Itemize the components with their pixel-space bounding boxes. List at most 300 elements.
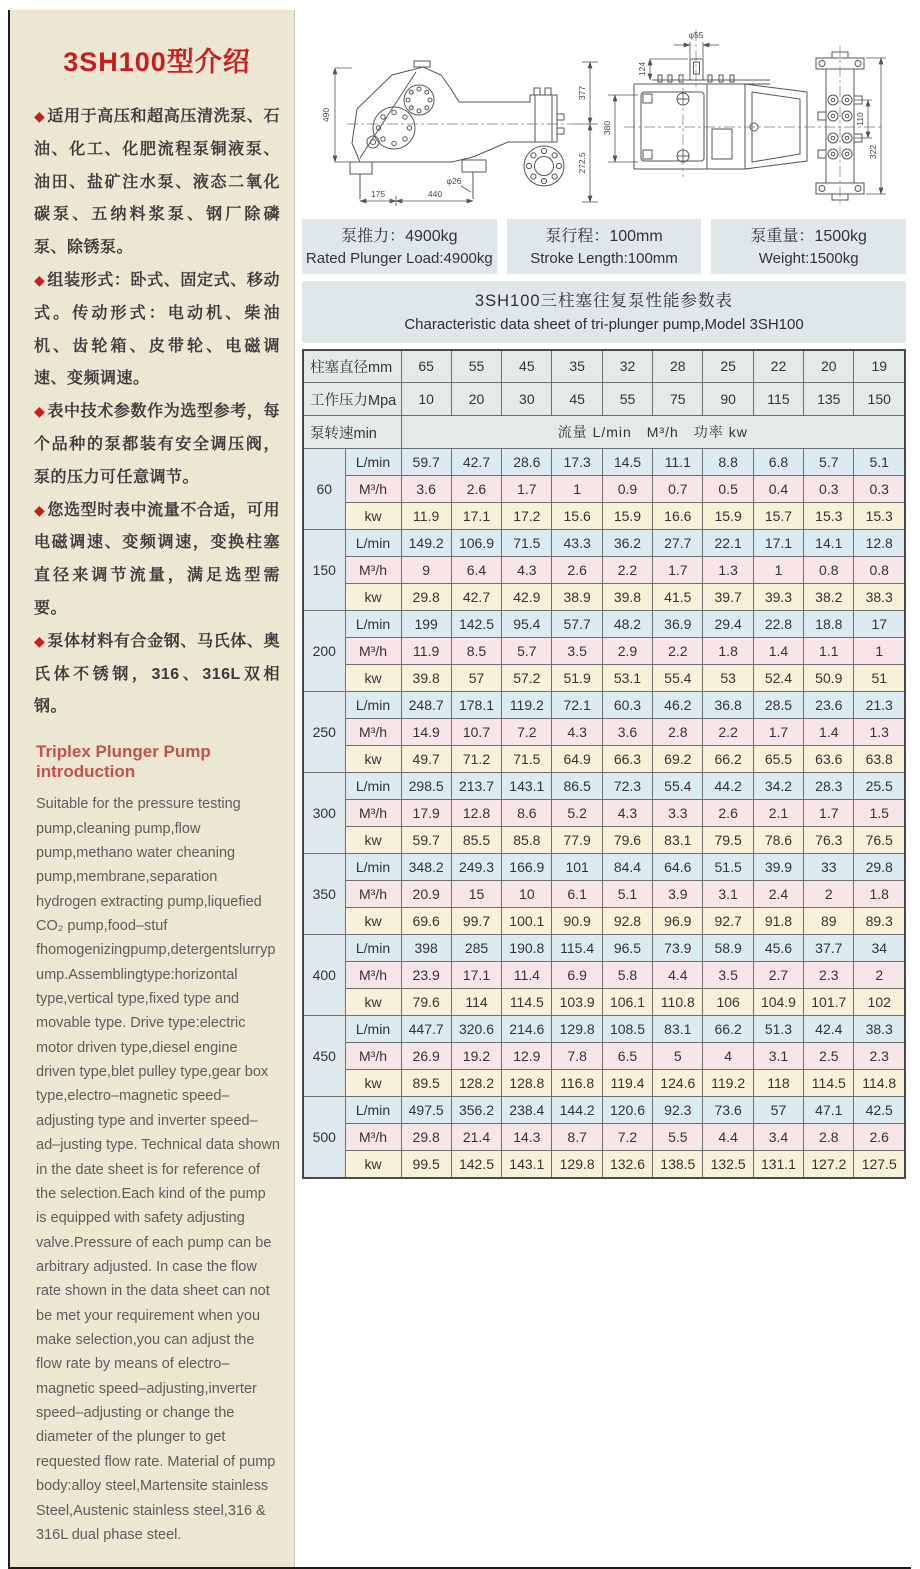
table-row <box>303 638 905 665</box>
value-cell: 5.7 <box>502 638 552 665</box>
value-cell: 15.9 <box>602 503 652 530</box>
value-cell: 132.5 <box>703 1151 753 1178</box>
value-cell: 119.2 <box>502 692 552 719</box>
value-cell: 1 <box>552 476 602 503</box>
value-cell: 2.9 <box>602 638 652 665</box>
value-cell: 114.5 <box>804 1070 854 1097</box>
value-cell: 356.2 <box>451 1097 501 1124</box>
value-cell: 106 <box>703 989 753 1016</box>
value-cell: 51 <box>854 665 905 692</box>
value-cell: 3.5 <box>703 962 753 989</box>
value-cell: 66.2 <box>703 746 753 773</box>
value-cell: 7.8 <box>552 1043 602 1070</box>
english-intro-title: Triplex Plunger Pump introduction <box>36 742 211 782</box>
plunger-diameter-header: 柱塞直径mm <box>303 350 401 383</box>
value-cell: 1.3 <box>703 557 753 584</box>
value-cell: 86.5 <box>552 773 602 800</box>
diamond-bullet-icon: ◆ <box>34 271 46 288</box>
value-cell: 104.9 <box>753 989 803 1016</box>
plunger-diameter-value: 19 <box>854 350 905 383</box>
value-cell: 76.3 <box>804 827 854 854</box>
unit-cell: L/min <box>345 449 401 476</box>
intro-bullet-material <box>34 626 280 724</box>
value-cell: 0.7 <box>653 476 703 503</box>
pump-speed-header: 泵转速min <box>303 416 401 449</box>
value-cell: 0.3 <box>854 476 905 503</box>
value-cell: 23.6 <box>804 692 854 719</box>
unit-cell: kw <box>345 584 401 611</box>
value-cell: 190.8 <box>502 935 552 962</box>
plunger-diameter-value: 32 <box>602 350 652 383</box>
value-cell: 1.4 <box>753 638 803 665</box>
value-cell: 398 <box>401 935 451 962</box>
value-cell: 7.2 <box>502 719 552 746</box>
value-cell: 348.2 <box>401 854 451 881</box>
value-cell: 60.3 <box>602 692 652 719</box>
value-cell: 100.1 <box>502 908 552 935</box>
value-cell: 38.9 <box>552 584 602 611</box>
value-cell: 84.4 <box>602 854 652 881</box>
value-cell: 57 <box>451 665 501 692</box>
page-title: 3SH100型介绍 <box>63 47 251 77</box>
table-row <box>303 665 905 692</box>
pump-dimension-drawing <box>302 12 904 208</box>
value-cell: 132.6 <box>602 1151 652 1178</box>
value-cell: 52.4 <box>753 665 803 692</box>
value-cell: 71.2 <box>451 746 501 773</box>
unit-cell: L/min <box>345 1097 401 1124</box>
value-cell: 11.9 <box>401 638 451 665</box>
value-cell: 6.9 <box>552 962 602 989</box>
spec-box-stroke-length <box>507 219 702 274</box>
value-cell: 1.3 <box>854 719 905 746</box>
value-cell: 11.1 <box>653 449 703 476</box>
value-cell: 48.2 <box>602 611 652 638</box>
value-cell: 36.2 <box>602 530 652 557</box>
dim-124-label: 124 <box>637 61 647 77</box>
value-cell: 25.5 <box>854 773 905 800</box>
value-cell: 72.1 <box>552 692 602 719</box>
working-pressure-value: 135 <box>804 383 854 416</box>
value-cell: 99.7 <box>451 908 501 935</box>
table-row <box>303 881 905 908</box>
value-cell: 19.2 <box>451 1043 501 1070</box>
value-cell: 285 <box>451 935 501 962</box>
working-pressure-value: 20 <box>451 383 501 416</box>
unit-cell: kw <box>345 746 401 773</box>
value-cell: 0.8 <box>804 557 854 584</box>
value-cell: 50.9 <box>804 665 854 692</box>
unit-cell: M³/h <box>345 800 401 827</box>
value-cell: 16.6 <box>653 503 703 530</box>
value-cell: 178.1 <box>451 692 501 719</box>
value-cell: 39.8 <box>401 665 451 692</box>
value-cell: 10.7 <box>451 719 501 746</box>
unit-cell: M³/h <box>345 962 401 989</box>
technical-drawings <box>300 12 908 210</box>
value-cell: 51.9 <box>552 665 602 692</box>
unit-cell: M³/h <box>345 638 401 665</box>
value-cell: 28.5 <box>753 692 803 719</box>
value-cell: 65.5 <box>753 746 803 773</box>
table-row <box>303 1151 905 1178</box>
value-cell: 39.9 <box>753 854 803 881</box>
value-cell: 38.3 <box>854 584 905 611</box>
unit-cell: kw <box>345 989 401 1016</box>
value-cell: 2.6 <box>552 557 602 584</box>
value-cell: 108.5 <box>602 1016 652 1043</box>
value-cell: 2.3 <box>804 962 854 989</box>
value-cell: 55.4 <box>653 665 703 692</box>
value-cell: 8.6 <box>502 800 552 827</box>
value-cell: 96.5 <box>602 935 652 962</box>
speed-cell: 450 <box>303 1016 345 1097</box>
intro-bullet-flow <box>34 495 280 626</box>
unit-cell: L/min <box>345 935 401 962</box>
table-row <box>303 611 905 638</box>
speed-cell: 250 <box>303 692 345 773</box>
value-cell: 166.9 <box>502 854 552 881</box>
table-title-zh: 3SH100三柱塞往复泵性能参数表 <box>474 292 734 311</box>
bullet-text: 适用于高压和超高压清洗泵、石油、化工、化肥流程泵铜液泵、油田、盐矿注水泵、液态二氧化碳泵、五纳料浆泵、钢厂除磷泵、除锈泵。 <box>34 108 280 257</box>
value-cell: 12.8 <box>451 800 501 827</box>
value-cell: 18.8 <box>804 611 854 638</box>
value-cell: 103.9 <box>552 989 602 1016</box>
table-row <box>303 449 905 476</box>
value-cell: 51.5 <box>703 854 753 881</box>
spec-zh: 泵重量：1500kg <box>750 228 867 245</box>
unit-cell: M³/h <box>345 557 401 584</box>
value-cell: 38.2 <box>804 584 854 611</box>
bullet-text: 组装形式：卧式、固定式、移动式。传动形式：电动机、柴油机、齿轮箱、皮带轮、电磁调速、变频调速。 <box>34 271 280 388</box>
value-cell: 8.5 <box>451 638 501 665</box>
value-cell: 4.4 <box>653 962 703 989</box>
value-cell: 114 <box>451 989 501 1016</box>
performance-table <box>302 349 906 1179</box>
value-cell: 2 <box>804 881 854 908</box>
unit-cell: M³/h <box>345 1043 401 1070</box>
value-cell: 39.3 <box>753 584 803 611</box>
value-cell: 55.4 <box>653 773 703 800</box>
working-pressure-value: 45 <box>552 383 602 416</box>
value-cell: 15.6 <box>552 503 602 530</box>
value-cell: 92.8 <box>602 908 652 935</box>
table-row <box>303 692 905 719</box>
value-cell: 42.9 <box>502 584 552 611</box>
value-cell: 2.8 <box>804 1124 854 1151</box>
value-cell: 49.7 <box>401 746 451 773</box>
value-cell: 102 <box>854 989 905 1016</box>
value-cell: 28.3 <box>804 773 854 800</box>
value-cell: 114.8 <box>854 1070 905 1097</box>
value-cell: 2.6 <box>703 800 753 827</box>
bullet-text: 您选型时表中流量不合适，可用电磁调速、变频调速，变换柱塞直径来调节流量，满足选型需要。 <box>34 501 280 617</box>
value-cell: 37.7 <box>804 935 854 962</box>
value-cell: 77.9 <box>552 827 602 854</box>
value-cell: 118 <box>753 1070 803 1097</box>
value-cell: 15 <box>451 881 501 908</box>
value-cell: 5.2 <box>552 800 602 827</box>
value-cell: 21.3 <box>854 692 905 719</box>
value-cell: 2 <box>854 962 905 989</box>
unit-cell: kw <box>345 1151 401 1178</box>
value-cell: 91.8 <box>753 908 803 935</box>
value-cell: 83.1 <box>653 827 703 854</box>
intro-bullet-assembly <box>34 265 280 396</box>
value-cell: 214.6 <box>502 1016 552 1043</box>
value-cell: 4.4 <box>703 1124 753 1151</box>
value-cell: 127.5 <box>854 1151 905 1178</box>
plunger-diameter-value: 45 <box>502 350 552 383</box>
value-cell: 17.9 <box>401 800 451 827</box>
dim-322-label: 322 <box>868 144 878 160</box>
value-cell: 101 <box>552 854 602 881</box>
value-cell: 17.2 <box>502 503 552 530</box>
table-row <box>303 1016 905 1043</box>
value-cell: 1.1 <box>804 638 854 665</box>
value-cell: 44.2 <box>703 773 753 800</box>
value-cell: 79.6 <box>401 989 451 1016</box>
spec-zh: 泵行程：100mm <box>545 228 663 245</box>
value-cell: 115.4 <box>552 935 602 962</box>
value-cell: 59.7 <box>401 449 451 476</box>
value-cell: 22.8 <box>753 611 803 638</box>
table-row <box>303 800 905 827</box>
unit-cell: kw <box>345 827 401 854</box>
value-cell: 1.8 <box>854 881 905 908</box>
speed-cell: 350 <box>303 854 345 935</box>
value-cell: 2.6 <box>451 476 501 503</box>
value-cell: 2.5 <box>804 1043 854 1070</box>
dim-offset-label: 175 <box>370 189 386 199</box>
value-cell: 131.1 <box>753 1151 803 1178</box>
working-pressure-value: 10 <box>401 383 451 416</box>
speed-cell: 500 <box>303 1097 345 1178</box>
working-pressure-value: 150 <box>854 383 905 416</box>
value-cell: 57.2 <box>502 665 552 692</box>
value-cell: 72.3 <box>602 773 652 800</box>
table-row <box>303 908 905 935</box>
value-cell: 9 <box>401 557 451 584</box>
value-cell: 29.8 <box>401 1124 451 1151</box>
value-cell: 17.3 <box>552 449 602 476</box>
value-cell: 45.6 <box>753 935 803 962</box>
value-cell: 15.9 <box>703 503 753 530</box>
value-cell: 14.3 <box>502 1124 552 1151</box>
value-cell: 71.5 <box>502 746 552 773</box>
dim-height-label: 490 <box>321 107 331 123</box>
dim-377-label: 377 <box>577 85 587 101</box>
value-cell: 29.8 <box>854 854 905 881</box>
value-cell: 128.2 <box>451 1070 501 1097</box>
plunger-diameter-value: 25 <box>703 350 753 383</box>
diamond-bullet-icon: ◆ <box>34 108 46 124</box>
value-cell: 42.7 <box>451 449 501 476</box>
value-cell: 26.9 <box>401 1043 451 1070</box>
table-row <box>303 719 905 746</box>
value-cell: 114.5 <box>502 989 552 1016</box>
dim-pipe-label: φ55 <box>688 30 704 40</box>
value-cell: 4.3 <box>552 719 602 746</box>
value-cell: 58.9 <box>703 935 753 962</box>
table-title <box>302 281 906 343</box>
value-cell: 101.7 <box>804 989 854 1016</box>
value-cell: 129.8 <box>552 1016 602 1043</box>
value-cell: 42.4 <box>804 1016 854 1043</box>
table-row <box>303 989 905 1016</box>
value-cell: 5 <box>653 1043 703 1070</box>
working-pressure-value: 30 <box>502 383 552 416</box>
table-row <box>303 746 905 773</box>
value-cell: 90.9 <box>552 908 602 935</box>
unit-cell: M³/h <box>345 719 401 746</box>
speed-cell: 60 <box>303 449 345 530</box>
value-cell: 17.1 <box>753 530 803 557</box>
value-cell: 213.7 <box>451 773 501 800</box>
value-cell: 57.7 <box>552 611 602 638</box>
value-cell: 116.8 <box>552 1070 602 1097</box>
value-cell: 2.2 <box>703 719 753 746</box>
value-cell: 0.5 <box>703 476 753 503</box>
value-cell: 3.6 <box>602 719 652 746</box>
value-cell: 59.7 <box>401 827 451 854</box>
dim-380-label: 380 <box>602 120 612 136</box>
value-cell: 89 <box>804 908 854 935</box>
unit-cell: kw <box>345 665 401 692</box>
english-intro-body: Suitable for the pressure testing pump,cleaning pump,flow pump,methano water cheaning pump,membrane,separation hydrogen extracting pump,liquefied CO₂ pump,food–stuf fhomogenizingpump,detergentslurrypump.Assemblingtype:horizontal type,vertical type,fixed type and movable type. Drive type:electric motor driven type,diesel engine driven type,blet pulley type,gear box type,electro–magnetic speed–adjusting type and inverter speed–ad–justing type. Technical data shown in the date sheet is for reference of the selection.Each kind of the pump is equipped with safety adjusting valve.Pressure of each pump can be arbitrary adjusted. In case the flow rate shown in the data sheet can not be met your requirement when you make selection,you can adjust the flow rate by means of electro–magnetic speed–adjusting,inverter speed–adjusting or change the diameter of the plunger to get requested flow rate. Material of pump body:alloy steel,Martensite stainless Steel,Austenic stainless steel,316 & 316L dual phase steel. <box>36 796 280 1543</box>
unit-cell: M³/h <box>345 1124 401 1151</box>
value-cell: 2.2 <box>602 557 652 584</box>
value-cell: 5.8 <box>602 962 652 989</box>
value-cell: 99.5 <box>401 1151 451 1178</box>
value-cell: 119.4 <box>602 1070 652 1097</box>
spec-boxes <box>302 219 906 274</box>
table-row <box>303 1097 905 1124</box>
value-cell: 22.1 <box>703 530 753 557</box>
value-cell: 69.2 <box>653 746 703 773</box>
value-cell: 497.5 <box>401 1097 451 1124</box>
value-cell: 95.4 <box>502 611 552 638</box>
table-row <box>303 854 905 881</box>
plunger-diameter-value: 22 <box>753 350 803 383</box>
value-cell: 1.7 <box>753 719 803 746</box>
value-cell: 36.8 <box>703 692 753 719</box>
value-cell: 39.8 <box>602 584 652 611</box>
spec-en: Rated Plunger Load:4900kg <box>305 250 493 268</box>
value-cell: 138.5 <box>653 1151 703 1178</box>
value-cell: 127.2 <box>804 1151 854 1178</box>
value-cell: 110.8 <box>653 989 703 1016</box>
working-pressure-header: 工作压力Mpa <box>303 383 401 416</box>
value-cell: 1 <box>753 557 803 584</box>
unit-cell: kw <box>345 908 401 935</box>
flow-power-header: 流量 L/min M³/h 功率 kw <box>401 416 905 449</box>
value-cell: 5.7 <box>804 449 854 476</box>
diamond-bullet-icon: ◆ <box>34 403 46 420</box>
value-cell: 15.7 <box>753 503 803 530</box>
value-cell: 89.3 <box>854 908 905 935</box>
value-cell: 7.2 <box>602 1124 652 1151</box>
value-cell: 3.1 <box>703 881 753 908</box>
value-cell: 5.5 <box>653 1124 703 1151</box>
middle-dimensions <box>572 62 638 202</box>
dim-272-label: 272.5 <box>577 152 587 174</box>
value-cell: 3.6 <box>401 476 451 503</box>
pump-top-view <box>634 52 864 200</box>
value-cell: 4.3 <box>502 557 552 584</box>
value-cell: 11.9 <box>401 503 451 530</box>
value-cell: 64.6 <box>653 854 703 881</box>
working-pressure-value: 90 <box>703 383 753 416</box>
value-cell: 1.7 <box>804 800 854 827</box>
value-cell: 20.9 <box>401 881 451 908</box>
value-cell: 73.6 <box>703 1097 753 1124</box>
unit-cell: kw <box>345 503 401 530</box>
dim-110-label: 110 <box>855 112 865 126</box>
value-cell: 320.6 <box>451 1016 501 1043</box>
value-cell: 106.1 <box>602 989 652 1016</box>
diamond-bullet-icon: ◆ <box>34 501 46 518</box>
value-cell: 143.1 <box>502 773 552 800</box>
value-cell: 119.2 <box>703 1070 753 1097</box>
plunger-diameter-value: 65 <box>401 350 451 383</box>
value-cell: 17.1 <box>451 503 501 530</box>
dim-span-label: 440 <box>427 189 443 199</box>
value-cell: 6.1 <box>552 881 602 908</box>
value-cell: 29.4 <box>703 611 753 638</box>
value-cell: 3.1 <box>753 1043 803 1070</box>
value-cell: 248.7 <box>401 692 451 719</box>
unit-cell: M³/h <box>345 476 401 503</box>
value-cell: 53 <box>703 665 753 692</box>
speed-cell: 200 <box>303 611 345 692</box>
value-cell: 1.7 <box>502 476 552 503</box>
value-cell: 3.5 <box>552 638 602 665</box>
catalog-page <box>8 10 911 1569</box>
plunger-diameter-value: 55 <box>451 350 501 383</box>
table-row <box>303 383 905 416</box>
value-cell: 106.9 <box>451 530 501 557</box>
value-cell: 34.2 <box>753 773 803 800</box>
table-row <box>303 503 905 530</box>
value-cell: 1.8 <box>703 638 753 665</box>
unit-cell: L/min <box>345 854 401 881</box>
value-cell: 1.5 <box>854 800 905 827</box>
value-cell: 1.7 <box>653 557 703 584</box>
value-cell: 149.2 <box>401 530 451 557</box>
value-cell: 79.6 <box>602 827 652 854</box>
value-cell: 92.3 <box>653 1097 703 1124</box>
value-cell: 8.8 <box>703 449 753 476</box>
content-panel <box>295 10 912 1567</box>
unit-cell: L/min <box>345 692 401 719</box>
unit-cell: kw <box>345 1070 401 1097</box>
value-cell: 0.8 <box>854 557 905 584</box>
value-cell: 8.7 <box>552 1124 602 1151</box>
value-cell: 143.1 <box>502 1151 552 1178</box>
value-cell: 33 <box>804 854 854 881</box>
value-cell: 17.1 <box>451 962 501 989</box>
value-cell: 15.3 <box>804 503 854 530</box>
value-cell: 92.7 <box>703 908 753 935</box>
spec-box-weight <box>711 219 906 274</box>
value-cell: 142.5 <box>451 611 501 638</box>
spec-en: Weight:1500kg <box>758 250 859 268</box>
table-row <box>303 350 905 383</box>
value-cell: 42.5 <box>854 1097 905 1124</box>
value-cell: 76.5 <box>854 827 905 854</box>
value-cell: 2.1 <box>753 800 803 827</box>
